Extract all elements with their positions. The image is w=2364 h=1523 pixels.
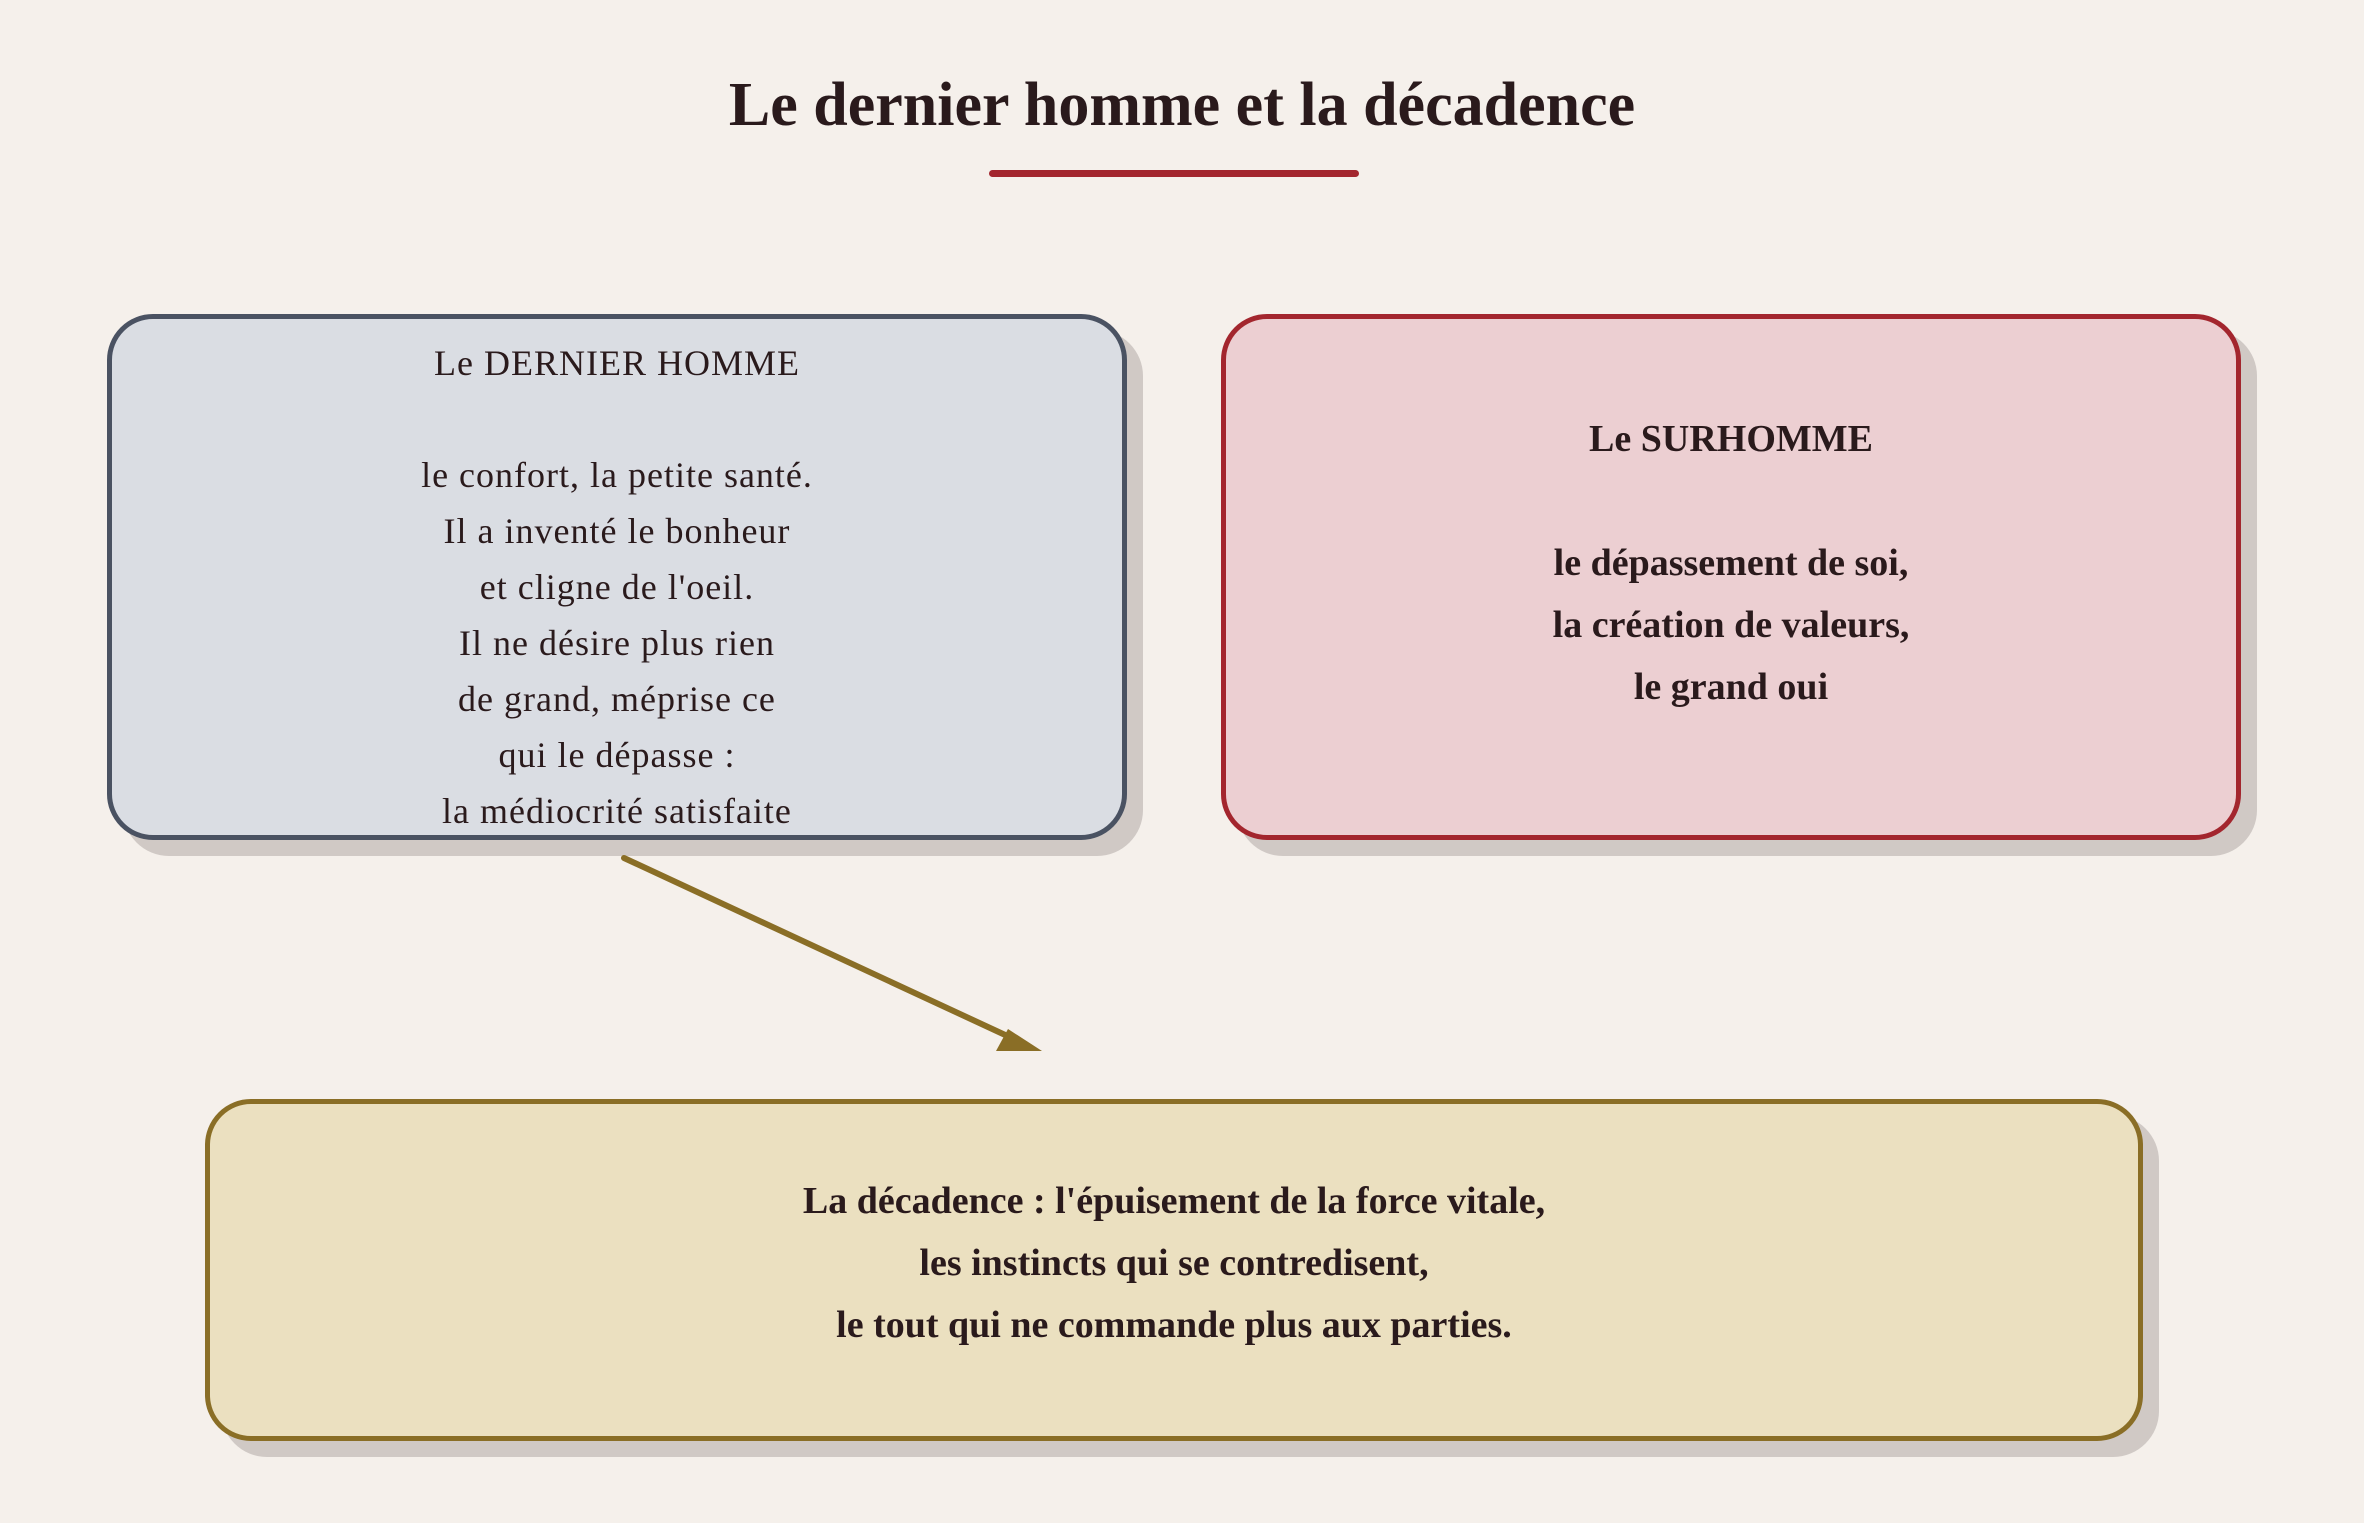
decadence-line: le tout qui ne commande plus aux parties.: [836, 1304, 1512, 1346]
surhomme-line: le dépassement de soi,: [1553, 542, 1909, 584]
decadence-box: [205, 1099, 2143, 1441]
dernier-homme-line: Il a inventé le bonheur: [443, 511, 791, 551]
decadence-line: les instincts qui se contredisent,: [919, 1242, 1429, 1284]
page-title: Le dernier homme et la décadence: [728, 71, 1636, 139]
decadence-line: La décadence : l'épuisement de la force vitale,: [802, 1180, 1546, 1222]
dernier-homme-line: de grand, méprise ce: [458, 679, 776, 719]
title-underline: [989, 170, 1359, 177]
dernier-homme-line: la médiocrité satisfaite: [442, 791, 792, 831]
surhomme-line: la création de valeurs,: [1552, 604, 1910, 646]
connector-arrow-line: [624, 858, 1016, 1040]
arrowhead-icon: [996, 1029, 1042, 1051]
dernier-homme-line: qui le dépasse :: [498, 735, 736, 775]
dernier-homme-line: Il ne désire plus rien: [459, 623, 775, 663]
dernier-homme-box: [107, 314, 1127, 840]
surhomme-heading: Le SURHOMME: [1589, 418, 1873, 460]
surhomme-box: [1221, 314, 2241, 840]
dernier-homme-line: et cligne de l'oeil.: [479, 567, 755, 607]
dernier-homme-line: le confort, la petite santé.: [421, 455, 813, 495]
surhomme-line: le grand oui: [1633, 666, 1829, 708]
dernier-homme-heading: Le DERNIER HOMME: [434, 343, 800, 383]
